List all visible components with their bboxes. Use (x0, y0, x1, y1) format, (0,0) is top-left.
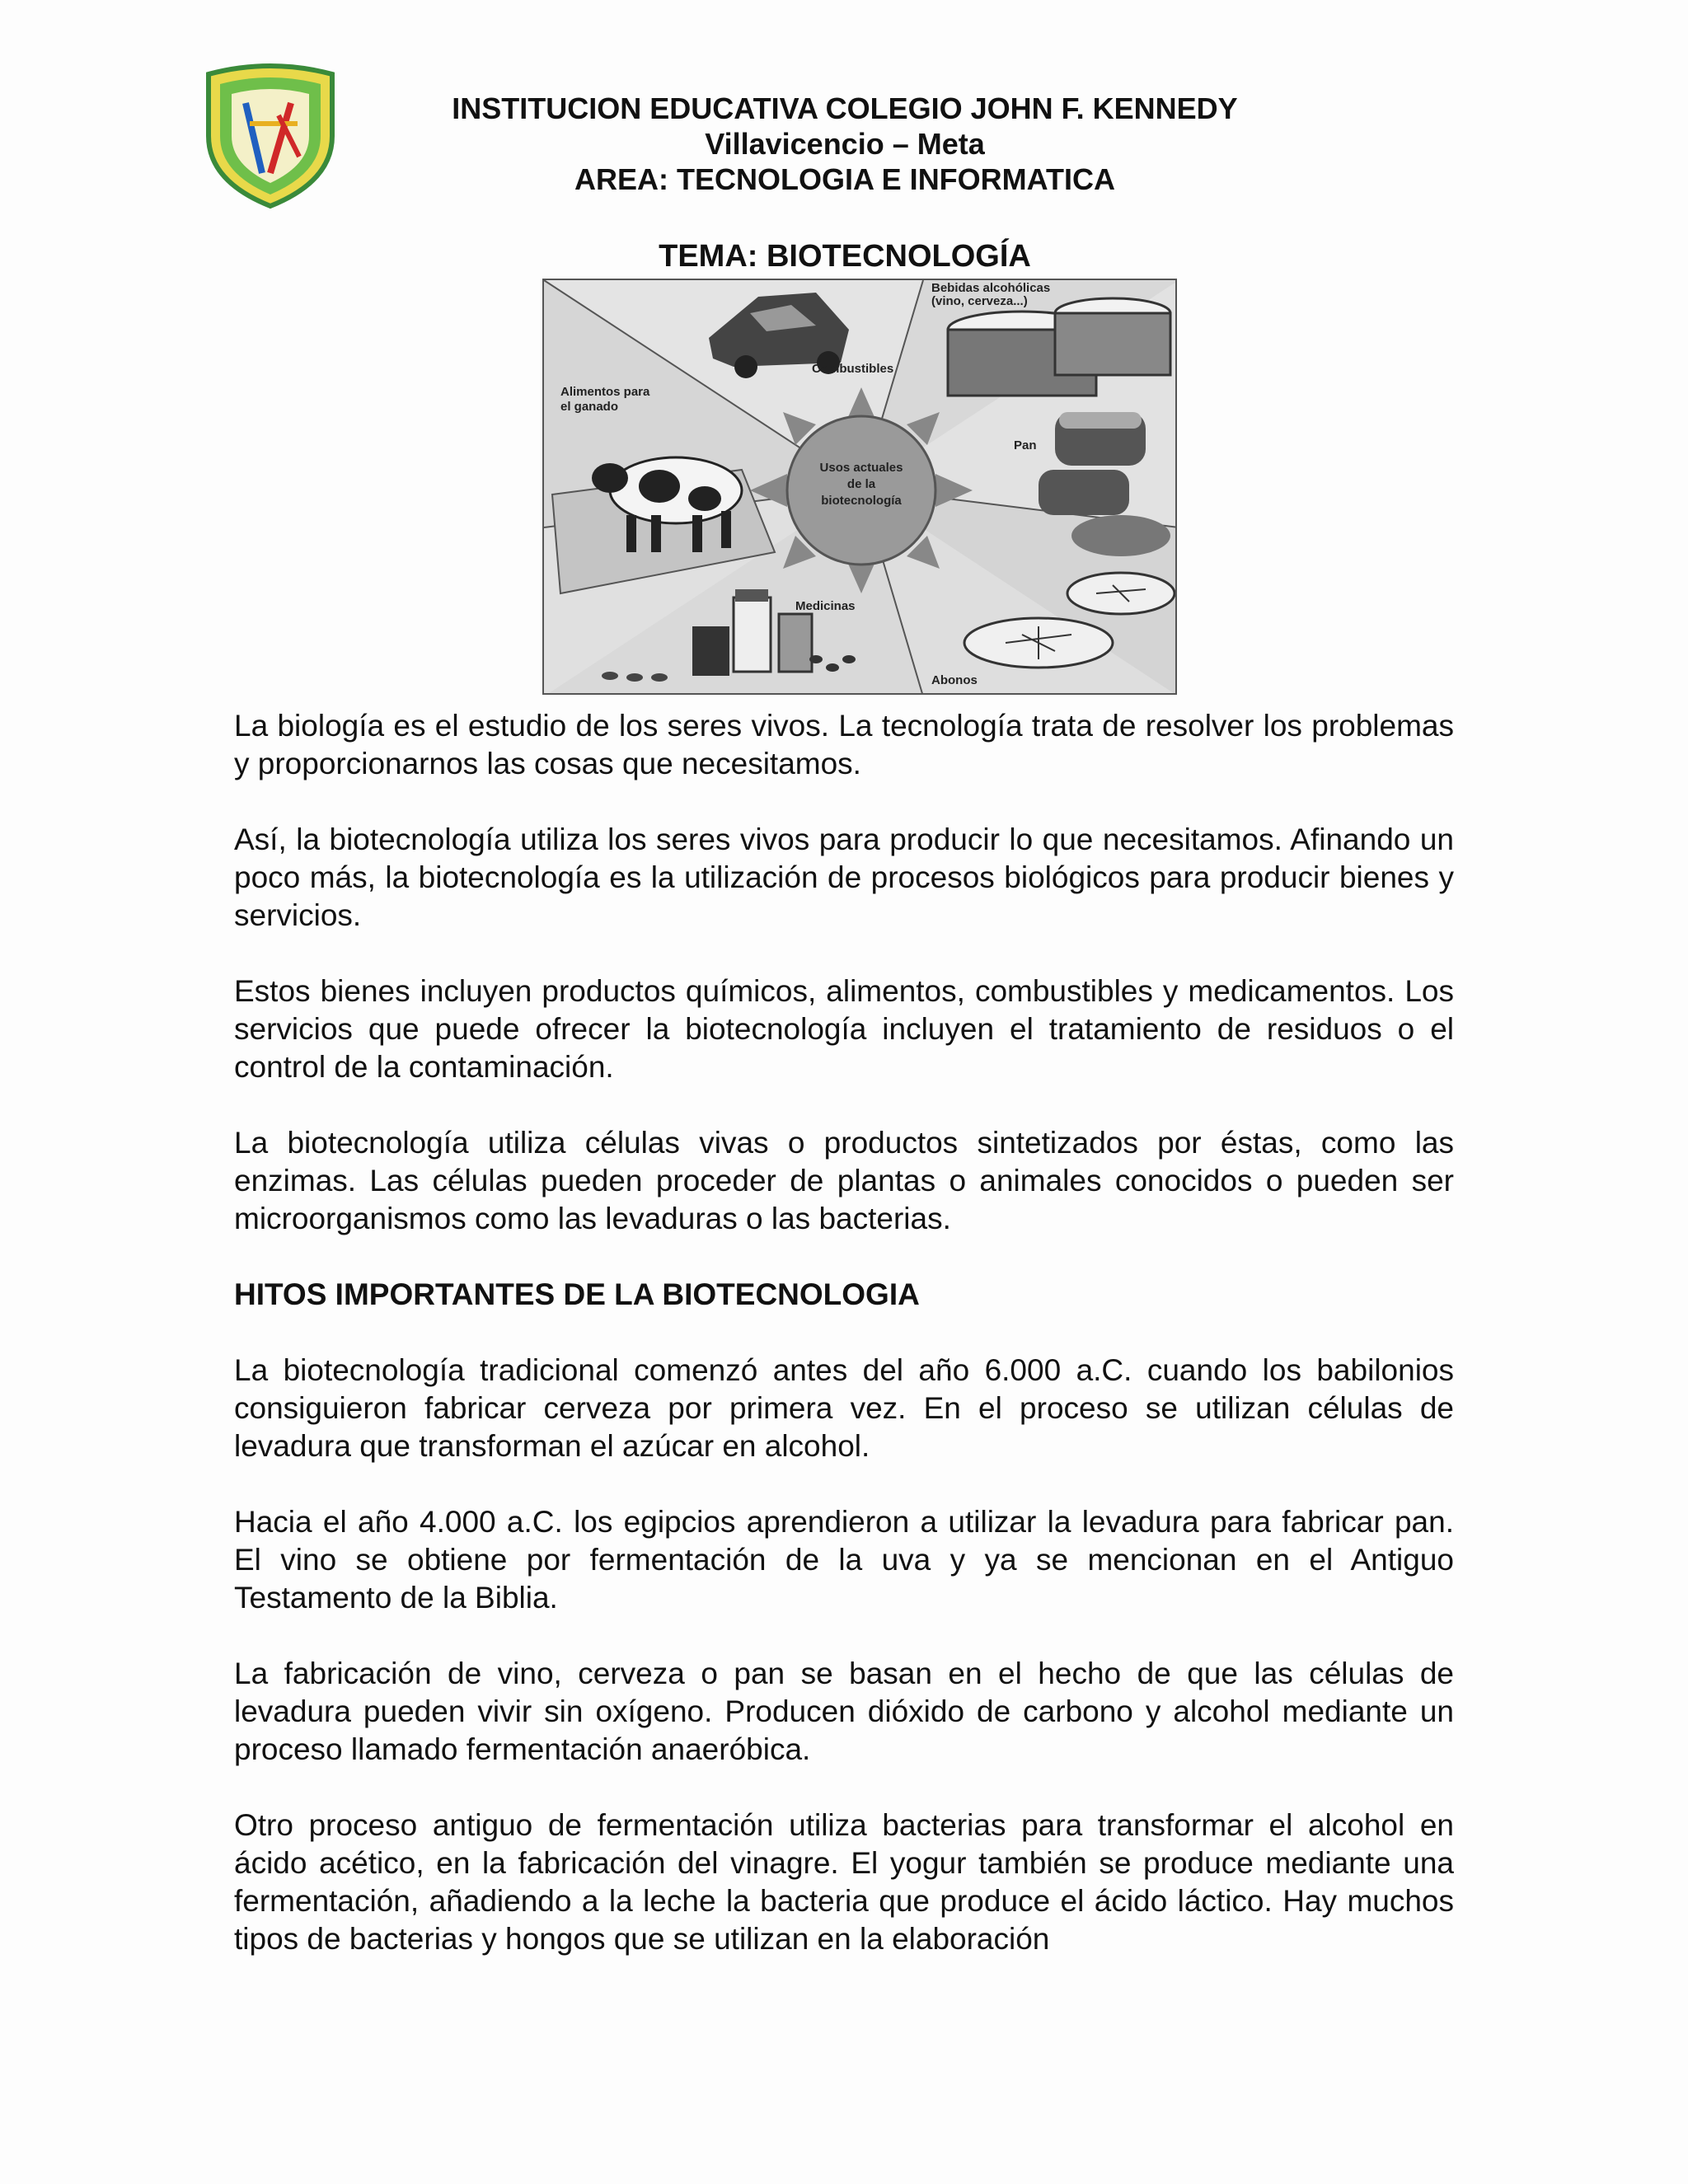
label-bebidas-2: (vino, cerveza...) (931, 294, 1028, 308)
paragraph: La biotecnología utiliza células vivas o productos sintetizados por éstas, como las enzimas. Las células pueden proceder de plantas o animales conocidos o pueden ser microorganismos como las levaduras o las bacterias. (234, 1126, 1454, 1235)
area-line: AREA: TECNOLOGIA E INFORMATICA (574, 162, 1115, 196)
label-pan: Pan (1014, 438, 1037, 452)
label-combustibles: Combustibles (812, 362, 894, 376)
topic-title: TEMA: BIOTECNOLOGÍA (659, 239, 1031, 274)
paragraph: Así, la biotecnología utiliza los seres vivos para producir lo que necesitamos. Afinando un poco más, la biotecnología es la utilización de procesos biológicos para producir bienes y servicios. (234, 823, 1454, 932)
document-body (234, 707, 1454, 1996)
paragraph: Estos bienes incluyen productos químicos, alimentos, combustibles y medicamentos. Los servicios que puede ofrecer la biotecnología incluyen el tratamiento de residuos o el control de la contaminación. (234, 974, 1454, 1084)
label-medicinas: Medicinas (795, 599, 856, 613)
school-crest-logo (200, 58, 340, 210)
label-ganado-1: Alimentos para (560, 385, 650, 399)
paragraph: La biología es el estudio de los seres vivos. La tecnología trata de resolver los problemas y proporcionarnos las cosas que necesitamos. (234, 709, 1454, 780)
section-heading: HITOS IMPORTANTES DE LA BIOTECNOLOGIA (234, 1277, 920, 1311)
document-header (346, 91, 1343, 197)
paragraph: Hacia el año 4.000 a.C. los egipcios aprendieron a utilizar la levadura para fabricar pan. El vino se obtiene por fermentación de la uva y ya se mencionan en el Antiguo Testamento de la Biblia. (234, 1505, 1454, 1615)
center-label-3: biotecnología (821, 494, 902, 508)
paragraph: La biotecnología tradicional comenzó antes del año 6.000 a.C. cuando los babilonios consiguieron fabricar cerveza por primera vez. En el proceso se utilizan células de levadura que transforman el azúcar en alcohol. (234, 1353, 1454, 1463)
center-label-2: de la (846, 477, 876, 491)
label-bebidas-1: Bebidas alcohólicas (931, 281, 1051, 295)
paragraph: Otro proceso antiguo de fermentación utiliza bacterias para transformar el alcohol en ácido acético, en la fabricación del vinagre. El yogur también se produce mediante una fermentación, añadiendo a la leche la bacteria que produce el ácido láctico. Hay muchos tipos de bacterias y hongos que se utilizan en la elaboración (234, 1808, 1454, 1956)
label-abonos: Abonos (931, 673, 978, 687)
city-line: Villavicencio – Meta (705, 127, 985, 161)
label-ganado-2: el ganado (560, 400, 619, 414)
institution-name: INSTITUCION EDUCATIVA COLEGIO JOHN F. KENNEDY (452, 91, 1238, 125)
center-label-1: Usos actuales (819, 461, 903, 475)
paragraph: La fabricación de vino, cerveza o pan se basan en el hecho de que las células de levadura pueden vivir sin oxígeno. Producen dióxido de carbono y alcohol mediante un proceso llamado fermentación anaeróbica. (234, 1657, 1454, 1766)
biotech-uses-illustration (542, 279, 1177, 695)
